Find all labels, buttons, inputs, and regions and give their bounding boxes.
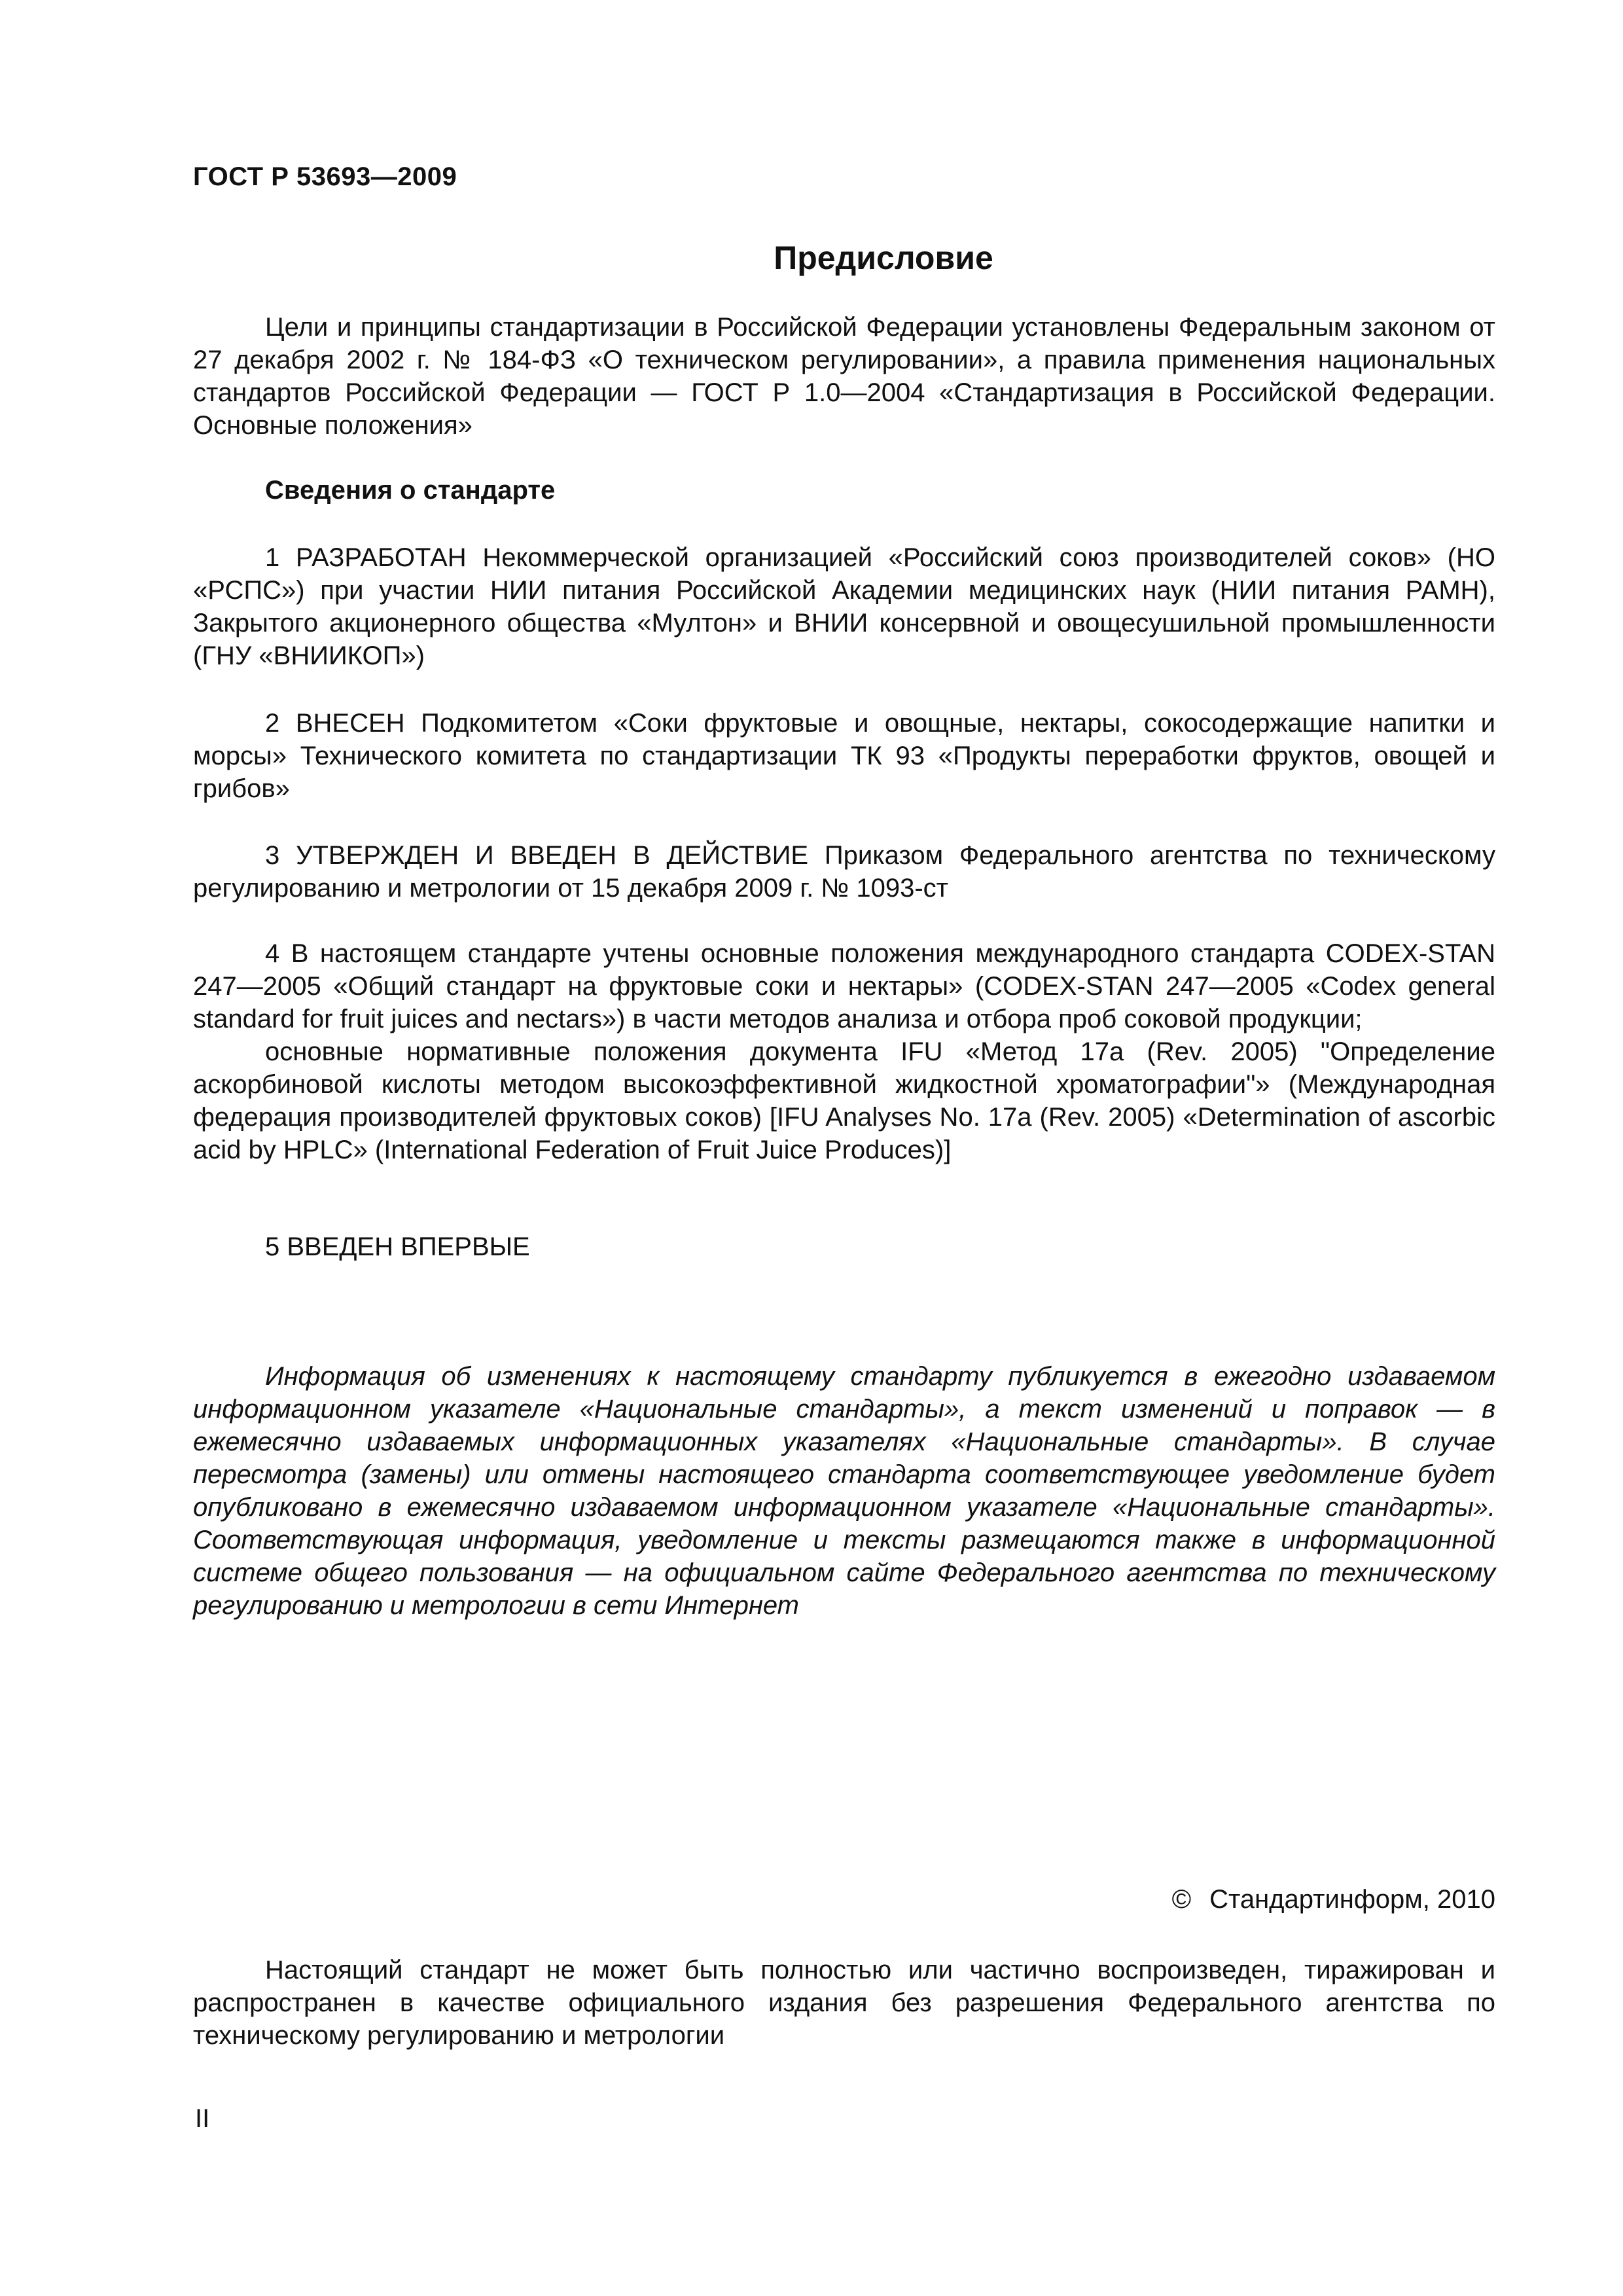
about-item-approved — [193, 839, 1495, 905]
copyright-line — [1172, 1885, 1495, 1914]
changes-info-notice — [193, 1360, 1495, 1622]
reproduction-notice-text: Настоящий стандарт не может быть полностью или частично воспроизведен, тиражирован и распространен в качестве официального издания без разрешения Федерального агентства по техническому регулированию и метрологии — [193, 1956, 1495, 2050]
about-standard-heading: Сведения о стандарте — [265, 476, 556, 505]
copyright-text: Стандартинформ, 2010 — [1209, 1885, 1495, 1914]
about-item-text: 1 РАЗРАБОТАН Некоммерческой организацией «Российский союз производителей соков» (НО «РСПС») при участии НИИ питания Российской Академии медицинских наук (НИИ питания РАМН), Закрытого акционерного общества «Мултон» и ВНИИ консервной и овощесушильной промышленности (ГНУ «ВНИИКОП») — [193, 543, 1495, 670]
standard-code: ГОСТ Р 53693—2009 — [193, 162, 457, 191]
about-item-developed — [193, 541, 1495, 672]
about-item-text: 2 ВНЕСЕН Подкомитетом «Соки фруктовые и овощные, нектары, сокосодержащие напитки и морсы» Технического комитета по стандартизации ТК 93 «Продукты переработки фруктов, овощей и грибов» — [193, 709, 1495, 803]
copyright-symbol: © — [1171, 1885, 1192, 1914]
about-item-text: 3 УТВЕРЖДЕН И ВВЕДЕН В ДЕЙСТВИЕ Приказом Федерального агентства по техническому регулированию и метрологии от 15 декабря 2009 г. № 1093-ст — [193, 841, 1495, 903]
about-item-submitted — [193, 707, 1495, 805]
about-item-first-introduced — [193, 1230, 1495, 1263]
preface-intro — [193, 311, 1495, 442]
reproduction-notice — [193, 1954, 1495, 2052]
about-item-text: 5 ВВЕДЕН ВПЕРВЫЕ — [265, 1232, 530, 1261]
about-item-international — [193, 937, 1495, 1166]
preface-intro-text: Цели и принципы стандартизации в Российской Федерации установлены Федеральным законом от 27 декабря 2002 г. № 184-ФЗ «О техническом регулировании», а правила применения национальных стандартов Российской Федерации — ГОСТ Р 1.0—2004 «Стандартизация в Российской Федерации. Основные положения» — [193, 313, 1495, 440]
page-title: Предисловие — [774, 240, 993, 276]
about-item-text: 4 В настоящем стандарте учтены основные положения международного стандарта CODEX-STAN 247—2005 «Общий стандарт на фруктовые соки и нектары» (CODEX-STAN 247—2005 «Codex general standard for fruit juices and nectars») в части методов анализа и отбора проб соковой продукции; — [193, 939, 1495, 1033]
about-item-text: основные нормативные положения документа IFU «Метод 17а (Rev. 2005) "Определение аскорбиновой кислоты методом высокоэффективной жидкостной хроматографии"» (Международная федерация производителей фруктовых соков) [IFU Analyses No. 17a (Rev. 2005) «Determination of ascorbic acid by HPLC» (International Federation of Fruit Juice Produces)] — [193, 1037, 1495, 1164]
page-number: II — [195, 2104, 210, 2133]
changes-info-text: Информация об изменениях к настоящему стандарту публикуется в ежегодно издаваемом информационном указателе «Национальные стандарты», а текст изменений и поправок — в ежемесячно издаваемых информационных указателях «Национальные стандарты». В случае пересмотра (замены) или отмены настоящего стандарта соответствующее уведомление будет опубликовано в ежемесячно издаваемом информационном указателе «Национальные стандарты». Соответствующая информация, уведомление и тексты размещаются также в информационной системе общего пользования — на официальном сайте Федерального агентства по техническому регулированию и метрологии в сети Интернет — [193, 1362, 1495, 1620]
